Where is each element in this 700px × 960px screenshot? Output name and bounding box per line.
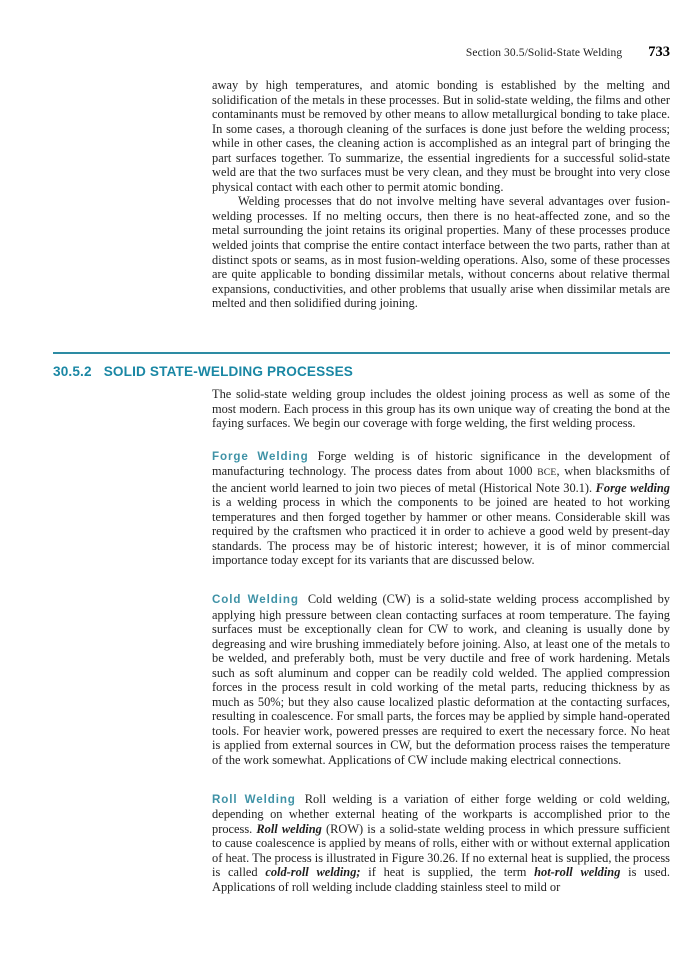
roll-term-3: hot-roll welding xyxy=(534,865,621,880)
paragraph-continuation: away by high temperatures, and atomic bonding is established by the melting and solidification of the metals in these processes. But in solid-state welding, the films and other contaminants must be removed by other means to allow metallurgical bonding to take place. In some cases, a thorough cleaning of the surfaces is done just before the welding process; while in other cases, the cleaning action is accomplished as an integral part of bringing the part surfaces together. To summarize, the essential ingredients for a successful solid-state weld are that the two surfaces must be very clean, and they must be brought into very close physical contact with each other to permit atomic bonding. xyxy=(212,78,670,194)
roll-text-d: is used. Applications of roll welding include cladding stainless steel to mild or xyxy=(212,865,670,894)
paragraph-roll-welding xyxy=(212,792,670,895)
paragraph-section-intro: The solid-state welding group includes the oldest joining process as well as some of the most modern. Each process in this group has its own unique way of creating the bond at the faying surfaces. We begin our coverage with forge welding, the first welding process. xyxy=(212,387,670,431)
runin-heading-cold-welding: Cold Welding xyxy=(212,593,299,607)
runin-heading-forge-welding: Forge Welding xyxy=(212,449,309,463)
roll-term-1: Roll welding xyxy=(256,821,322,836)
section-number: 30.5.2 xyxy=(53,363,92,379)
section-title: SOLID STATE-WELDING PROCESSES xyxy=(103,363,354,379)
paragraph-cold-welding xyxy=(212,592,670,768)
roll-text-b: (ROW) is a solid-state welding process in which pressure sufficient to cause coalescence is applied by means of rolls, either with or without external application of heat. The process is illustrated in Figure 30.26. If no external heat is supplied, the process is called xyxy=(212,821,670,880)
paragraph-forge-welding xyxy=(212,449,670,568)
running-head xyxy=(466,44,670,61)
section-heading xyxy=(53,364,670,379)
top-text-column xyxy=(212,78,670,311)
running-head-title: Section 30.5/Solid-State Welding xyxy=(465,47,623,59)
forge-text-a: Forge welding is of historic significance in the development of manufacturing technology. The process dates from about 1000 xyxy=(212,448,670,479)
section-block xyxy=(53,352,670,379)
forge-text-b: , when blacksmiths of the ancient world learned to join two pieces of metal (Historical Note 30.1). xyxy=(212,464,670,495)
runin-heading-roll-welding: Roll Welding xyxy=(212,792,296,806)
section-text-column xyxy=(212,387,670,894)
forge-term: Forge welding xyxy=(595,480,670,495)
section-rule xyxy=(53,352,670,354)
forge-text-c: is a welding process in which the components to be joined are heated to hot working temperatures and then forged together by hammer or other means. Considerable skill was required by the craftsmen who practiced it in order to achieve a good weld by present-day standards. The process may be of historic interest; however, it is of minor commercial importance today except for its variants that are discussed below. xyxy=(212,495,670,568)
page-number: 733 xyxy=(648,44,670,60)
roll-text-a: Roll welding is a variation of either forge welding or cold welding, depending on whether external heating of the workparts is accomplished prior to the process. xyxy=(212,791,670,836)
roll-text-c: if heat is supplied, the term xyxy=(360,865,535,880)
roll-term-2: cold-roll welding; xyxy=(265,865,361,880)
paragraph-advantages: Welding processes that do not involve melting have several advantages over fusion-welding processes. If no melting occurs, then there is no heat-affected zone, and so the metal surrounding the joint retains its original properties. Many of these processes produce welded joints that comprise the entire contact interface between the two parts, rather than at distinct spots or seams, as in most fusion-welding operations. Also, some of these processes are quite applicable to bonding dissimilar metals, without concerns about relative thermal expansions, conductivities, and other problems that usually arise when dissimilar metals are melted and then solidified during joining. xyxy=(212,194,670,311)
forge-era: BCE xyxy=(537,467,557,479)
cold-text: Cold welding (CW) is a solid-state welding process accomplished by applying high pressure between clean contacting surfaces at room temperature. The faying surfaces must be exceptionally clean for CW to work, and cleaning is usually done by degreasing and wire brushing immediately before joining. Also, at least one of the metals to be welded, and preferably both, must be very ductile and free of work hardening. Metals such as soft aluminum and copper can be readily cold welded. The applied compression forces in the process result in cold working of the metal parts, reducing thickness by as much as 50%; but they also cause localized plastic deformation at the contacting surfaces, resulting in coalescence. For small parts, the forces may be applied by simple hand-operated tools. For heavier work, powered presses are required to exert the necessary force. No heat is applied from external sources in CW, but the deformation process raises the temperature of the work somewhat. Applications of CW include making electrical connections. xyxy=(212,592,670,768)
